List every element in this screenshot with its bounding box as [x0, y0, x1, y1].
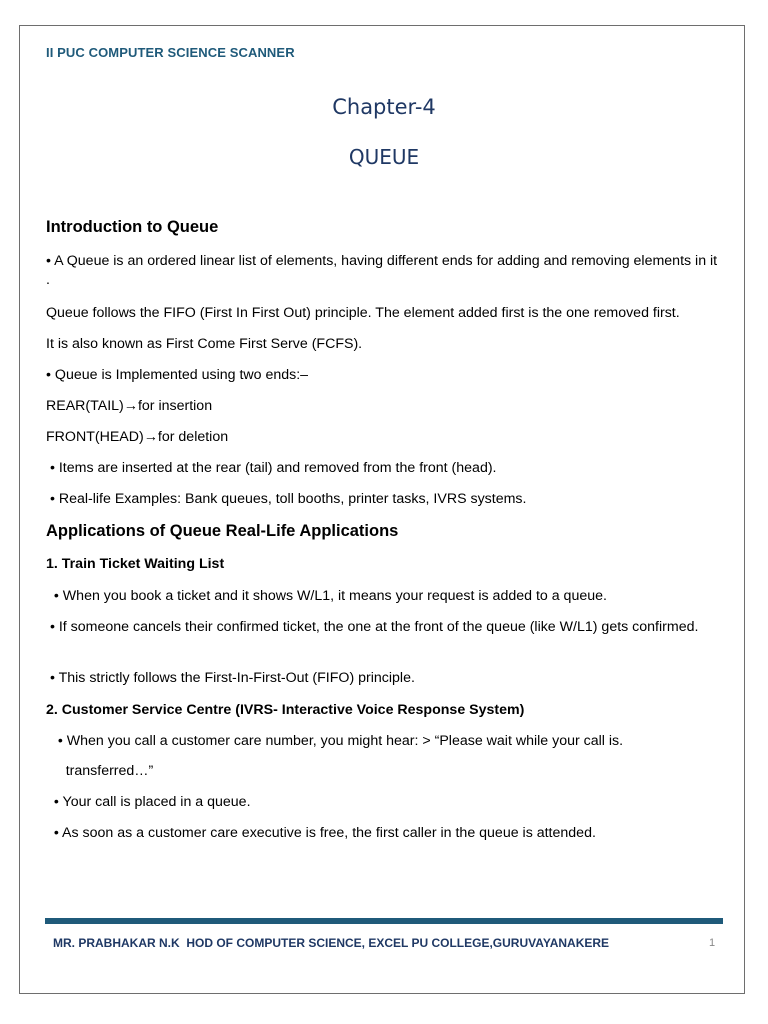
ivrs-heading: 2. Customer Service Centre (IVRS- Interactive Voice Response System): [46, 702, 525, 718]
intro-rear-line: REAR(TAIL)→for insertion: [46, 398, 213, 414]
intro-heading: Introduction to Queue: [46, 218, 219, 236]
chapter-subtitle: QUEUE: [348, 145, 420, 169]
ivrs-bullet-3: • As soon as a customer care executive is free, the first caller in the queue is attended.: [46, 825, 596, 841]
intro-paragraph-1: • A Queue is an ordered linear list of elements, having different ends for adding and removing elements in it .: [46, 253, 718, 288]
intro-paragraph-4: • Queue is Implemented using two ends:–: [46, 367, 309, 383]
document-header: II PUC COMPUTER SCIENCE SCANNER: [46, 45, 295, 60]
intro-paragraph-3: It is also known as First Come First Serve (FCFS).: [46, 336, 363, 352]
intro-paragraph-2: Queue follows the FIFO (First In First Out) principle. The element added first is the one removed first.: [46, 305, 680, 321]
train-bullet-1: • When you book a ticket and it shows W/L1, it means your request is added to a queue.: [46, 588, 607, 604]
applications-heading: Applications of Queue Real-Life Applications: [46, 522, 399, 540]
page-border: [19, 25, 745, 994]
footer-bar: [45, 918, 723, 924]
ivrs-bullet-1-continued: transferred…”: [46, 763, 154, 779]
footer-author: MR. PRABHAKAR N.K HOD OF COMPUTER SCIENCE, EXCEL PU COLLEGE,GURUVAYANAKERE: [53, 936, 610, 950]
train-bullet-3: • This strictly follows the First-In-First-Out (FIFO) principle.: [46, 670, 415, 686]
intro-bullet-examples: • Real-life Examples: Bank queues, toll booths, printer tasks, IVRS systems.: [46, 491, 527, 507]
chapter-title: Chapter-4: [332, 95, 436, 119]
ivrs-bullet-2: • Your call is placed in a queue.: [46, 794, 251, 810]
ivrs-bullet-1: • When you call a customer care number, you might hear: > “Please wait while your call is.: [46, 733, 624, 749]
page-number: 1: [709, 937, 716, 949]
intro-front-line: FRONT(HEAD)→for deletion: [46, 429, 229, 445]
train-heading: 1. Train Ticket Waiting List: [46, 556, 225, 572]
intro-bullet-rear-front: • Items are inserted at the rear (tail) and removed from the front (head).: [46, 460, 497, 476]
train-bullet-2: • If someone cancels their confirmed ticket, the one at the front of the queue (like W/L1) gets confirmed.: [46, 619, 699, 635]
